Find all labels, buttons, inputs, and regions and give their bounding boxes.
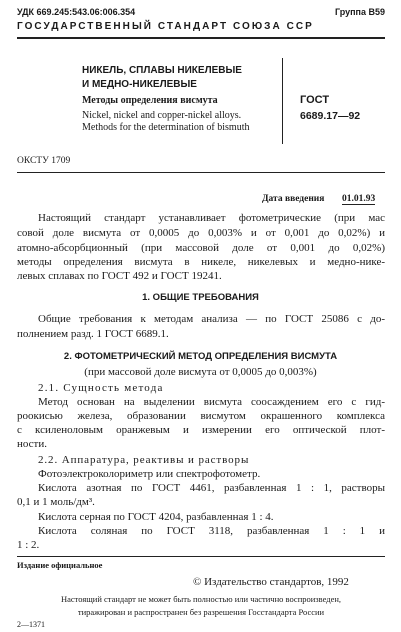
okstu-code: ОКСТУ 1709 — [17, 156, 71, 166]
document-title-en-line1: Nickel, nickel and copper-nickel alloys. — [82, 110, 242, 121]
reproduction-notice-line-2: тиражирован и распространен без разрешения Госстандарта России — [77, 607, 325, 617]
state-standard-title: ГОСУДАРСТВЕННЫЙ СТАНДАРТ СОЮЗА ССР — [17, 21, 314, 32]
equipment-line: Фотоэлектроколориметр или спектрофотометр. — [38, 468, 261, 480]
intro-line-2: совой доле висмута от 0,0005 до 0,003% и от 0,001 до 0,02%) и — [17, 227, 385, 239]
section-2-subheading: (при массовой доле висмута от 0,0005 до 0,003%) — [84, 366, 317, 378]
title-vertical-rule — [282, 58, 283, 144]
intro-line-3: атомно-абсорбционный (при массовой доле от 0,001 до 0,02%) — [17, 242, 385, 254]
gost-number: 6689.17—92 — [300, 110, 361, 122]
intro-line-4: методы определения висмута в никеле, никелевых и медно-нике- — [17, 256, 385, 268]
hydrochloric-acid-line-2: 1 : 2. — [17, 539, 40, 551]
section-1-line-2: полнением разд. 1 ГОСТ 6689.1. — [17, 328, 169, 340]
gost-label: ГОСТ — [300, 94, 330, 106]
essence-line-4: ности. — [17, 438, 47, 450]
sulfuric-acid-line: Кислота серная по ГОСТ 4204, разбавленная 1 : 4. — [38, 511, 274, 523]
document-subtitle-ru: Методы определения висмута — [82, 95, 218, 106]
essence-line-2: роокисью железа, образовании висмутом окрашенного комплекса — [17, 410, 385, 422]
hydrochloric-acid-line-1: Кислота соляная по ГОСТ 3118, разбавленная 1 : 1 и — [38, 525, 385, 537]
nitric-acid-line-2: 0,1 и 1 моль/дм³. — [17, 496, 95, 508]
okstu-rule — [17, 172, 385, 173]
copyright-line: © Издательство стандартов, 1992 — [193, 576, 349, 588]
intro-line-5: левых сплавах по ГОСТ 492 и ГОСТ 19241. — [17, 270, 222, 282]
section-1-line-1: Общие требования к методам анализа — по ГОСТ 25086 с до- — [38, 313, 385, 325]
official-edition-label: Издание официальное — [17, 560, 103, 570]
essence-line-3: с ксиленоловым оранжевым и измерении его оптической плот- — [17, 424, 385, 436]
footer-rule — [17, 556, 385, 557]
udk-code: УДК 669.245:543.06:006.354 — [17, 7, 136, 17]
document-title-en-line2: Methods for the determination of bismuth — [82, 122, 250, 133]
document-title-line2: И МЕДНО-НИКЕЛЕВЫЕ — [82, 79, 197, 90]
document-title-line1: НИКЕЛЬ, СПЛАВЫ НИКЕЛЕВЫЕ — [82, 65, 242, 76]
reproduction-notice-line-1: Настоящий стандарт не может быть полностью или частично воспроизведен, — [60, 594, 342, 604]
clause-2-1-heading: 2.1. Сущность метода — [38, 382, 164, 394]
section-2-heading: 2. ФОТОМЕТРИЧЕСКИЙ МЕТОД ОПРЕДЕЛЕНИЯ ВИСМУТА — [63, 351, 338, 362]
section-1-heading: 1. ОБЩИЕ ТРЕБОВАНИЯ — [142, 292, 259, 303]
nitric-acid-line-1: Кислота азотная по ГОСТ 4461, разбавленная 1 : 1, растворы — [38, 482, 385, 494]
header-rule — [17, 37, 385, 39]
clause-2-2-heading: 2.2. Аппаратура, реактивы и растворы — [38, 454, 250, 466]
essence-line-1: Метод основан на выделении висмута соосаждением его с гид- — [38, 396, 385, 408]
effective-date-label: Дата введения — [262, 194, 325, 204]
effective-date-value: 01.01.93 — [342, 194, 376, 204]
intro-line-1: Настоящий стандарт устанавливает фотометрические (при мас — [38, 212, 385, 224]
page-code: 2—1371 — [17, 620, 45, 629]
group-code: Группа B59 — [334, 7, 385, 17]
